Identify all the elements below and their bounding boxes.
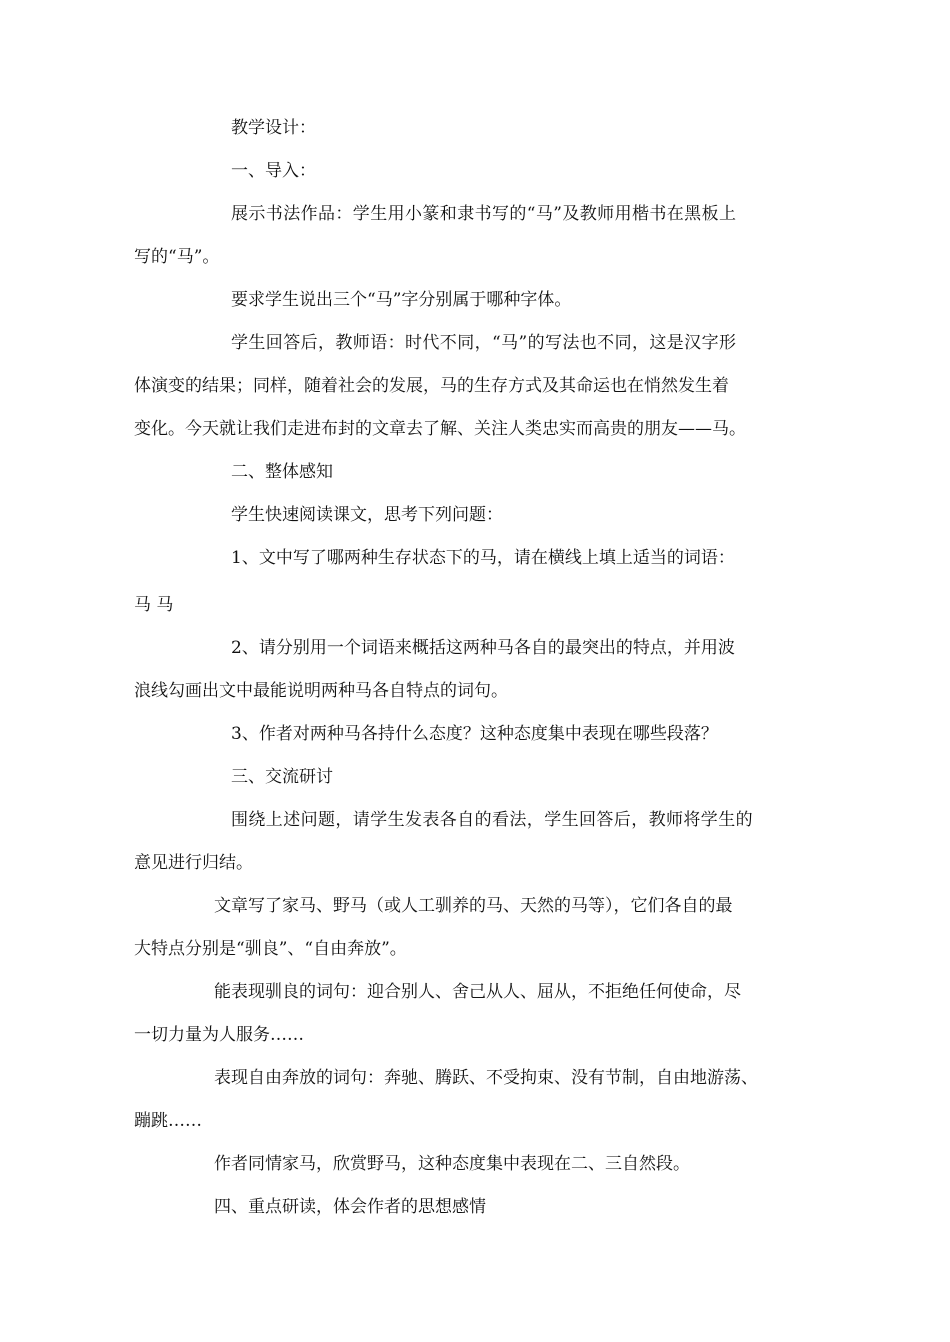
section-heading-2: 二、整体感知: [231, 462, 333, 482]
paragraph-line: 学生回答后，教师语：时代不同，“马”的写法也不同，这是汉字形: [231, 333, 737, 353]
paragraph-line: 一切力量为人服务……: [134, 1025, 304, 1045]
paragraph-line: 大特点分别是“驯良”、“自由奔放”。: [134, 939, 407, 959]
paragraph-line: 学生快速阅读课文，思考下列问题：: [231, 505, 503, 525]
paragraph-line: 文章写了家马、野马（或人工驯养的马、天然的马等），它们各自的最: [214, 896, 733, 916]
paragraph-line: 能表现驯良的词句：迎合别人、舍己从人、屈从，不拒绝任何使命，尽: [214, 982, 741, 1002]
paragraph-line: 要求学生说出三个“马”字分别属于哪种字体。: [231, 290, 572, 310]
paragraph-line: 变化。今天就让我们走进布封的文章去了解、关注人类忠实而高贵的朋友——马。: [134, 419, 746, 439]
paragraph-line: 写的“马”。: [134, 247, 220, 267]
paragraph-line: 意见进行归结。: [134, 853, 253, 873]
paragraph-line: 体演变的结果；同样，随着社会的发展，马的生存方式及其命运也在悄然发生着: [134, 376, 729, 396]
heading-teaching-design: 教学设计：: [231, 118, 316, 138]
section-heading-4: 四、重点研读，体会作者的思想感情: [214, 1197, 486, 1217]
section-heading-1: 一、导入：: [231, 161, 316, 181]
paragraph-line: 表现自由奔放的词句：奔驰、腾跃、不受拘束、没有节制，自由地游荡、: [214, 1068, 758, 1088]
question-2: 2、请分别用一个词语来概括这两种马各自的最突出的特点，并用波: [231, 638, 735, 658]
paragraph-line: 围绕上述问题，请学生发表各自的看法，学生回答后，教师将学生的: [231, 810, 753, 830]
paragraph-line: 蹦跳……: [134, 1111, 202, 1131]
fill-blank-line: 马 马: [134, 595, 174, 615]
section-heading-3: 三、交流研讨: [231, 767, 333, 787]
paragraph-line: 展示书法作品：学生用小篆和隶书写的“马”及教师用楷书在黑板上: [231, 204, 737, 224]
question-1: 1、文中写了哪两种生存状态下的马，请在横线上填上适当的词语：: [231, 548, 735, 568]
paragraph-line: 浪线勾画出文中最能说明两种马各自特点的词句。: [134, 681, 508, 701]
question-3: 3、作者对两种马各持什么态度？这种态度集中表现在哪些段落？: [231, 724, 718, 744]
paragraph-line: 作者同情家马，欣赏野马，这种态度集中表现在二、三自然段。: [214, 1154, 690, 1174]
